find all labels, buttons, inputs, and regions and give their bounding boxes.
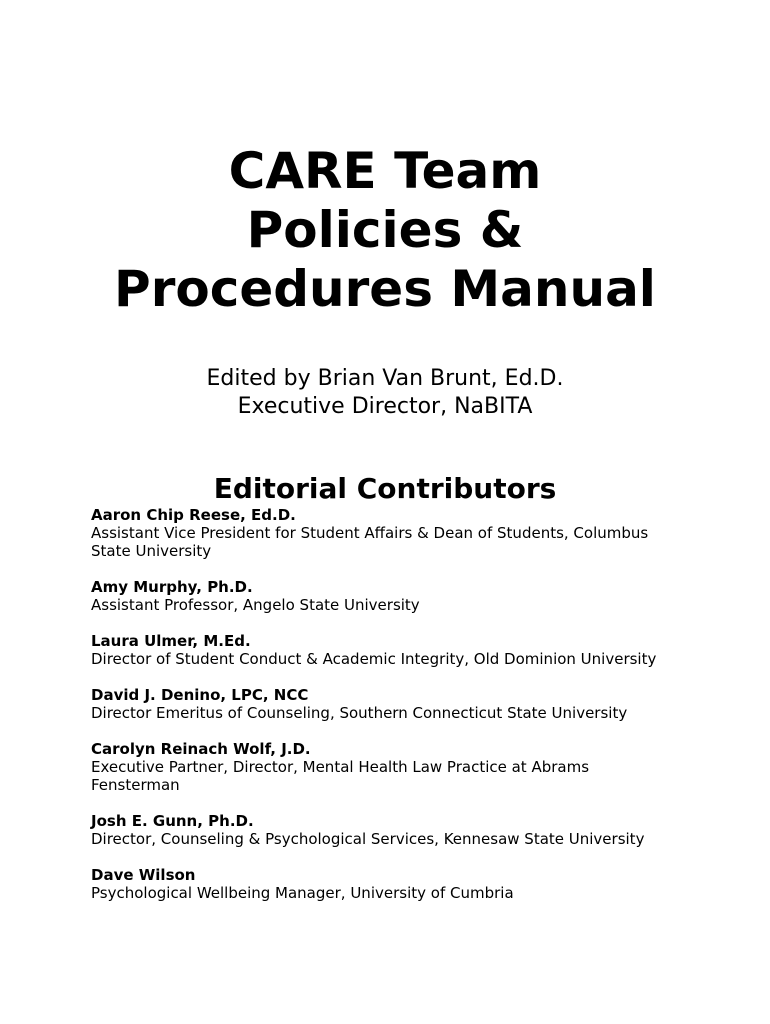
contributor-entry [91, 506, 681, 560]
contributor-entry [91, 812, 681, 848]
contributor-name: David J. Denino, LPC, NCC [91, 686, 309, 704]
title-line-3: Procedures Manual [114, 260, 656, 318]
contributor-entry [91, 866, 681, 902]
contributor-role: Director of Student Conduct & Academic Integrity, Old Dominion University [91, 650, 657, 668]
contributor-role: Executive Partner, Director, Mental Health Law Practice at Abrams Fensterman [91, 758, 590, 794]
editor-name: Edited by Brian Van Brunt, Ed.D. [206, 366, 564, 391]
contributor-name: Josh E. Gunn, Ph.D. [91, 812, 254, 830]
title-line-1: CARE Team [228, 142, 542, 200]
contributor-role: Assistant Professor, Angelo State University [91, 596, 420, 614]
contributor-entry [91, 686, 681, 722]
contributors-list [91, 506, 681, 920]
editor-credit [0, 365, 770, 421]
contributor-name: Carolyn Reinach Wolf, J.D. [91, 740, 311, 758]
document-title [0, 142, 770, 319]
contributor-role: Director, Counseling & Psychological Services, Kennesaw State University [91, 830, 645, 848]
editor-title: Executive Director, NaBITA [237, 394, 533, 419]
contributor-name: Laura Ulmer, M.Ed. [91, 632, 251, 650]
contributor-role: Psychological Wellbeing Manager, University of Cumbria [91, 884, 514, 902]
contributor-entry [91, 632, 681, 668]
contributor-role: Assistant Vice President for Student Affairs & Dean of Students, Columbus State University [91, 524, 649, 560]
contributor-name: Dave Wilson [91, 866, 196, 884]
contributors-heading: Editorial Contributors [213, 472, 557, 505]
contributor-entry [91, 740, 681, 794]
contributor-name: Aaron Chip Reese, Ed.D. [91, 506, 296, 524]
title-line-2: Policies & [246, 201, 524, 259]
contributor-role: Director Emeritus of Counseling, Southern Connecticut State University [91, 704, 628, 722]
contributor-name: Amy Murphy, Ph.D. [91, 578, 253, 596]
contributor-entry [91, 578, 681, 614]
